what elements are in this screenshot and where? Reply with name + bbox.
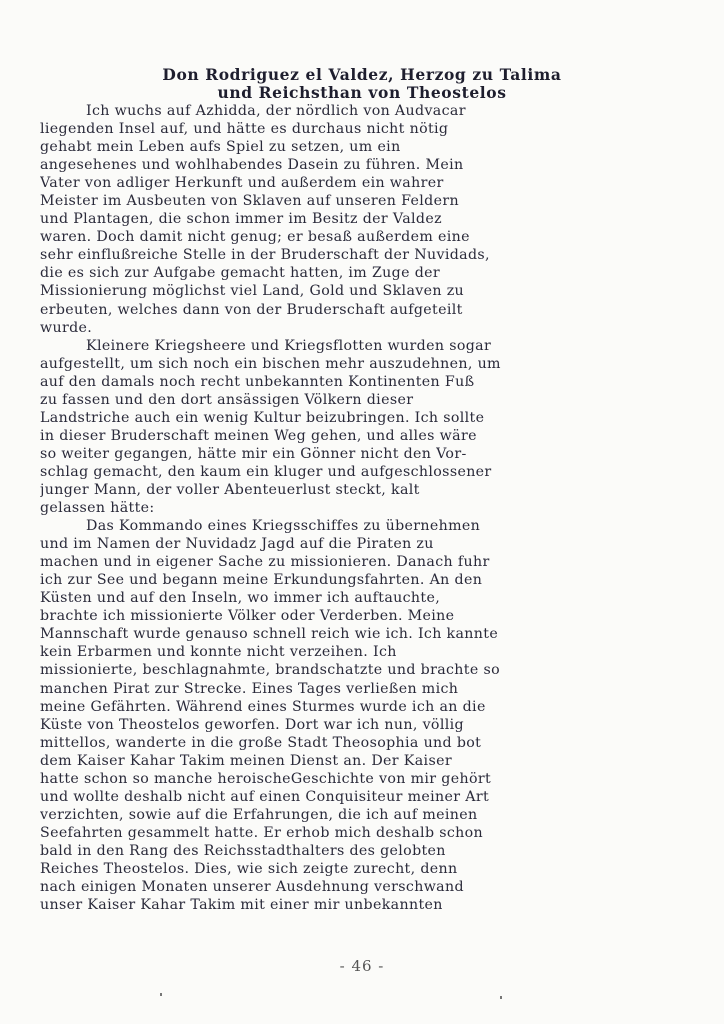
text-line: nach einigen Monaten unserer Ausdehnung verschwand	[40, 879, 464, 896]
text-line: bald in den Rang des Reichsstadthalters des gelobten	[40, 842, 446, 859]
text-line: in dieser Bruderschaft meinen Weg gehen, und alles wäre	[40, 427, 477, 444]
text-line: die es sich zur Aufgabe gemacht hatten, im Zuge der	[40, 265, 441, 282]
text-line: und im Namen der Nuvidadz Jagd auf die Piraten zu	[40, 536, 434, 553]
text-line: meine Gefährten. Während eines Sturmes wurde ich an die	[40, 698, 486, 715]
text-line: so weiter gegangen, hätte mir ein Gönner nicht den Vor-	[40, 445, 467, 462]
text-line: Seefahrten gesammelt hatte. Er erhob mich deshalb schon	[40, 824, 484, 841]
text-line: verzichten, sowie auf die Erfahrungen, die ich auf meinen	[40, 806, 478, 823]
text-line: Ich wuchs auf Azhidda, der nördlich von Audvacar	[86, 103, 466, 119]
text-line: gelassen hätte:	[40, 500, 155, 517]
text-line: Das Kommando eines Kriegsschiffes zu übernehmen	[86, 518, 481, 535]
text-line: auf den damals noch recht unbekannten Kontinenten Fuß	[40, 373, 475, 390]
text-line: erbeuten, welches dann von der Bruderschaft aufgeteilt	[40, 301, 463, 318]
title-line-2: und Reichsthan von Theostelos	[217, 83, 507, 102]
text-line: Mannschaft wurde genauso schnell reich wie ich. Ich kannte	[40, 626, 499, 643]
text-line: angesehenes und wohlhabendes Dasein zu führen. Mein	[40, 157, 464, 174]
text-line: Küsten und auf den Inseln, wo immer ich auftauchte,	[40, 590, 441, 607]
text-line: liegenden Insel auf, und hätte es durchaus nicht nötig	[40, 121, 449, 138]
text-line: manchen Pirat zur Strecke. Eines Tages verließen mich	[40, 680, 459, 697]
text-line: sehr einflußreiche Stelle in der Bruderschaft der Nuvidads,	[40, 247, 490, 264]
text-line: und Plantagen, die schon immer im Besitz der Valdez	[40, 211, 442, 228]
text-line: Missionierung möglichst viel Land, Gold und Sklaven zu	[40, 283, 465, 300]
text-line: Landstriche auch ein wenig Kultur beizubringen. Ich sollte	[40, 409, 485, 426]
scan-speck	[160, 993, 162, 996]
text-line: ich zur See und begann meine Erkundungsfahrten. An den	[40, 572, 483, 589]
text-line: Reiches Theostelos. Dies, wie sich zeigte zurecht, denn	[40, 860, 458, 877]
text-line: unser Kaiser Kahar Takim mit einer mir unbekannten	[40, 897, 443, 914]
text-line: missionierte, beschlagnahmte, brandschatzte und brachte so	[40, 662, 500, 679]
text-line: kein Erbarmen und konnte nicht verzeihen. Ich	[40, 644, 397, 661]
scan-speck	[500, 996, 502, 999]
text-line: aufgestellt, um sich noch ein bischen mehr auszudehnen, um	[40, 355, 501, 372]
text-line: wurde.	[40, 319, 93, 336]
text-line: machen und in eigener Sache zu missionieren. Danach fuhr	[40, 554, 490, 571]
text-line: hatte schon so manche heroischeGeschichte von mir gehört	[40, 770, 492, 787]
text-line: Kleinere Kriegsheere und Kriegsflotten wurden sogar	[86, 337, 492, 354]
text-line: brachte ich missionierte Völker oder Verderben. Meine	[40, 608, 455, 625]
text-line: Meister im Ausbeuten von Sklaven auf unseren Feldern	[40, 193, 459, 210]
page-number: - 46 -	[339, 957, 385, 975]
title-line-1: Don Rodriguez el Valdez, Herzog zu Talima	[162, 65, 562, 84]
text-line: Vater von adliger Herkunft und außerdem ein wahrer	[40, 175, 444, 192]
text-line: dem Kaiser Kahar Takim meinen Dienst an. Der Kaiser	[40, 752, 452, 769]
text-line: junger Mann, der voller Abenteuerlust steckt, kalt	[40, 481, 420, 498]
text-line: und wollte deshalb nicht auf einen Conquisiteur meiner Art	[40, 788, 490, 805]
text-line: zu fassen und den dort ansässigen Völkern dieser	[40, 391, 414, 408]
body-text	[40, 102, 692, 914]
text-line: mittellos, wanderte in die große Stadt Theosophia und bot	[40, 734, 482, 751]
text-line: gehabt mein Leben aufs Spiel zu setzen, um ein	[40, 139, 401, 156]
text-line: waren. Doch damit nicht genug; er besaß außerdem eine	[40, 229, 470, 246]
text-line: Küste von Theostelos geworfen. Dort war ich nun, völlig	[40, 716, 464, 733]
text-line: schlag gemacht, den kaum ein kluger und aufgeschlossener	[40, 463, 492, 480]
